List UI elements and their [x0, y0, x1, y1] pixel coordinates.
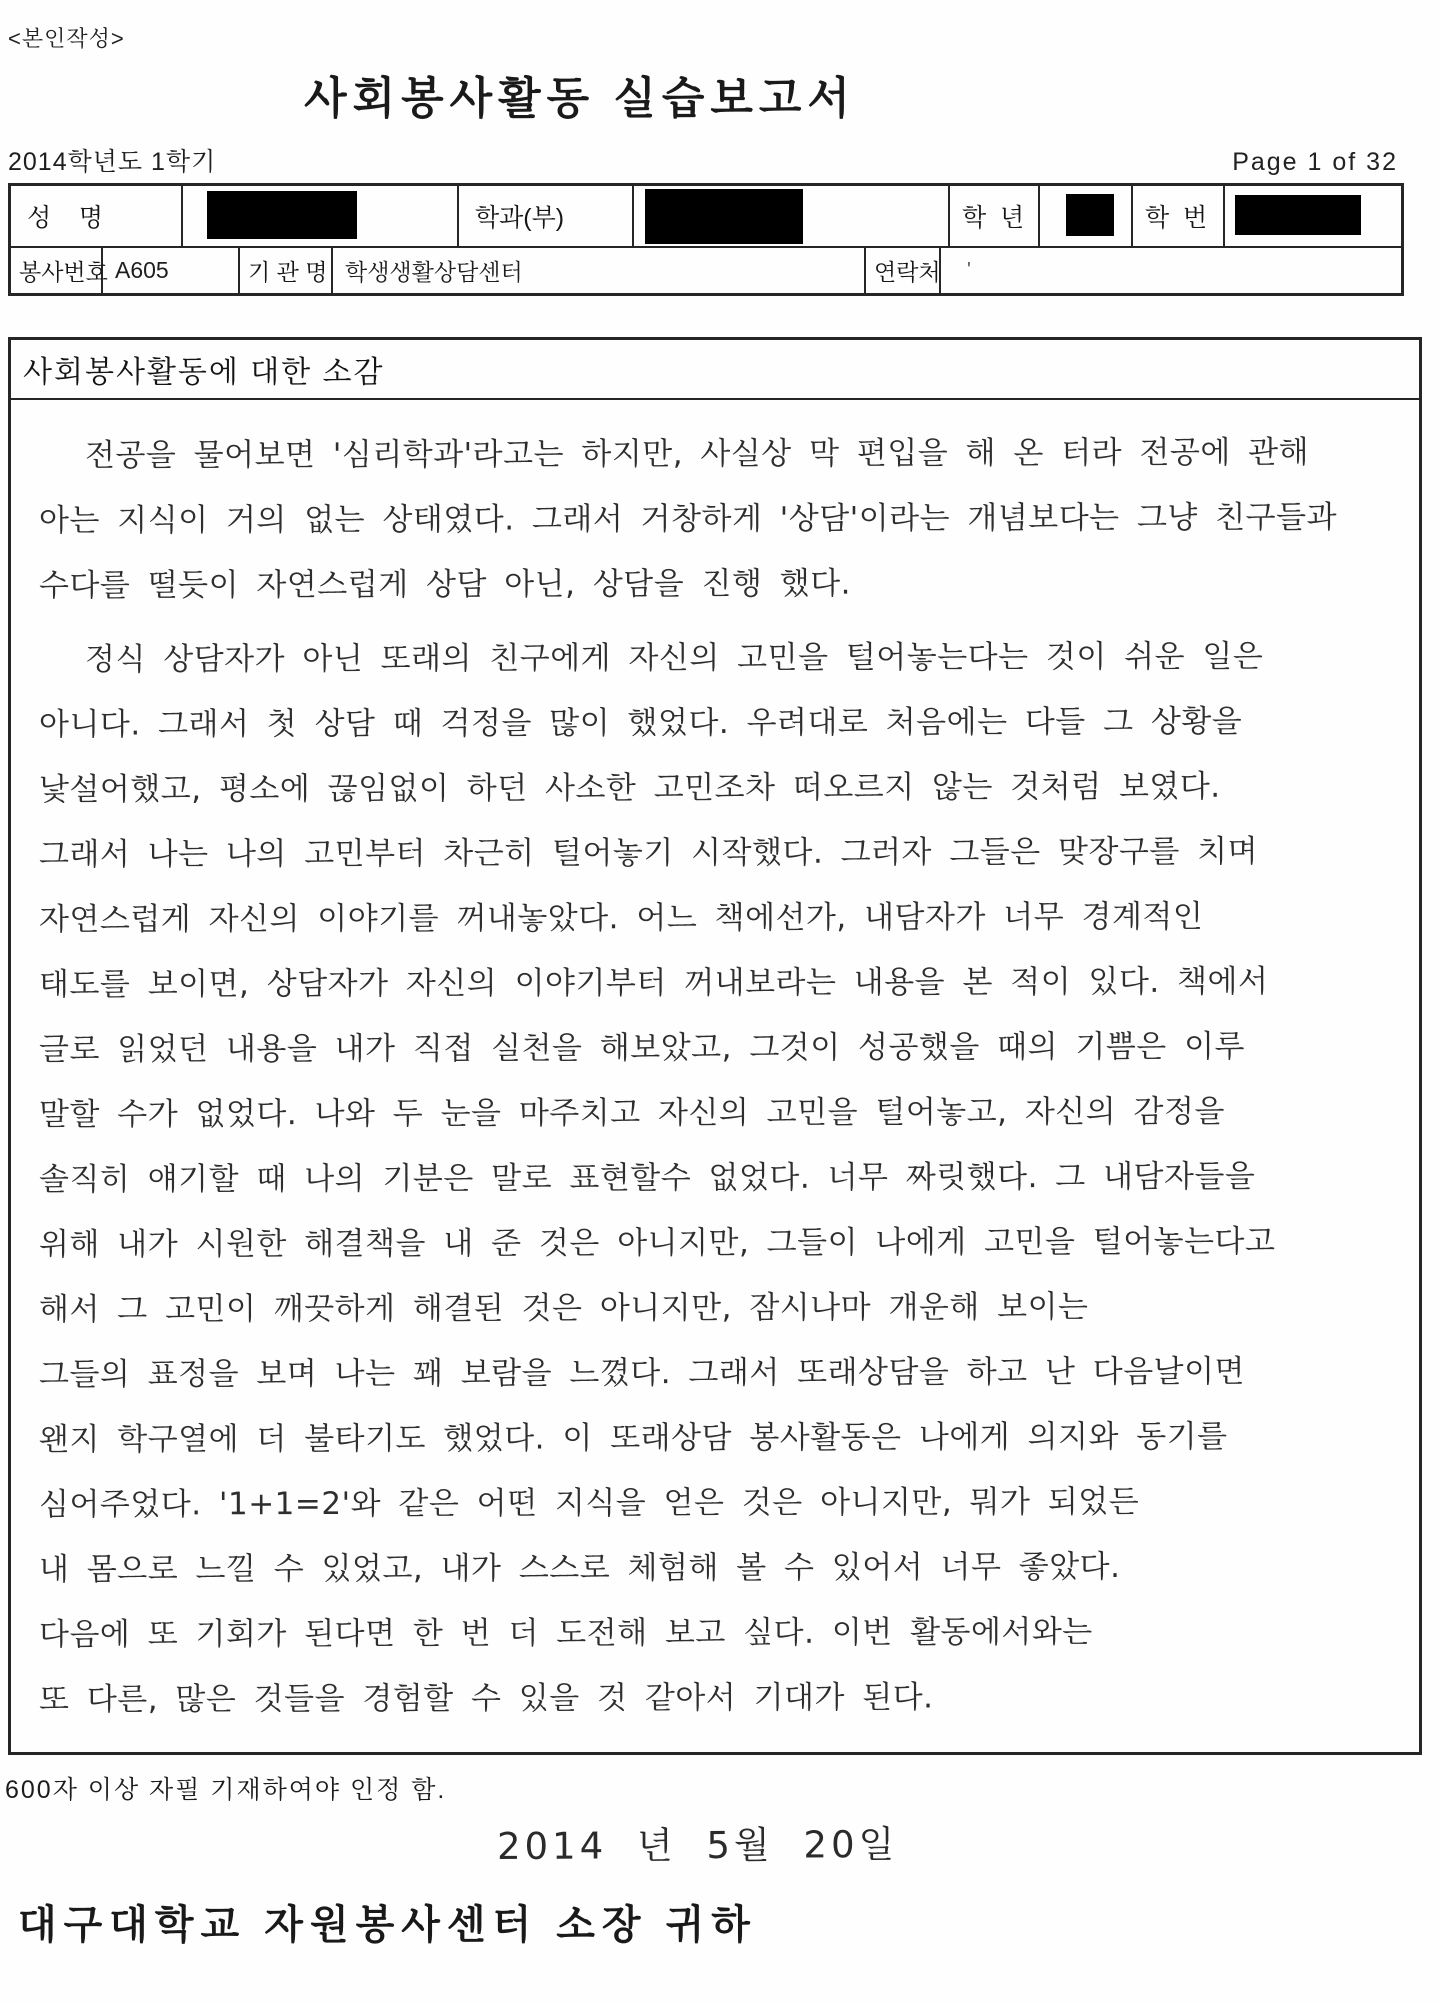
service-no-label: 봉사번호	[11, 248, 103, 293]
contact-value-cell	[941, 248, 1401, 293]
essay-line: 다음에 또 기회가 된다면 한 번 더 도전해 보고 싶다. 이번 활동에서와는	[38, 1614, 1093, 1653]
recipient-line: 대구대학교 자원봉사센터 소장 귀하	[18, 1903, 757, 1947]
redacted-student-no	[1235, 195, 1361, 235]
essay-line: 또 다른, 많은 것들을 경험할 수 있을 것 같아서 기대가 된다.	[38, 1679, 934, 1718]
essay-line: 솔직히 얘기할 때 나의 기분은 말로 표현할수 없었다. 너무 짜릿했다. 그 내담자들을	[38, 1158, 1256, 1198]
essay-line: 그래서 나는 나의 고민부터 차근히 털어놓기 시작했다. 그러자 그들은 맞장구를 치며	[38, 833, 1259, 873]
page-number: Page 1 of 32	[1232, 148, 1398, 176]
essay-line: 수다를 떨듯이 자연스럽게 상담 아닌, 상담을 진행 했다.	[38, 565, 852, 604]
page-title: 사회봉사활동 실습보고서	[304, 74, 856, 123]
student-no-label: 학 번	[1133, 186, 1225, 246]
essay-line: 자연스럽게 자신의 이야기를 꺼내놓았다. 어느 책에선가, 내담자가 너무 경계적인	[38, 898, 1204, 938]
table-row	[11, 246, 1401, 293]
name-value-cell	[183, 186, 459, 246]
essay-line: 그들의 표정을 보며 나는 꽤 보람을 느꼈다. 그래서 또래상담을 하고 난 다음날이면	[38, 1353, 1246, 1393]
essay-line: 해서 그 고민이 깨끗하게 해결된 것은 아니지만, 잠시나마 개운해 보이는	[38, 1289, 1089, 1328]
essay-line: 아는 지식이 거의 없는 상태였다. 그래서 거창하게 '상담'이라는 개념보다는 그냥 친구들과	[38, 499, 1338, 539]
handwritten-date: 2014 년 5월 20일	[496, 1822, 899, 1869]
report-box	[8, 337, 1422, 1755]
redacted-department	[645, 189, 803, 244]
essay-line: 정식 상담자가 아닌 또래의 친구에게 자신의 고민을 털어놓는다는 것이 쉬운 일은	[84, 638, 1264, 678]
essay-line: 말할 수가 없었다. 나와 두 눈을 마주치고 자신의 고민을 털어놓고, 자신의 감정을	[38, 1093, 1225, 1133]
handwriting-requirement-note: 600자 이상 자필 기재하여야 인정 함.	[5, 1776, 447, 1804]
department-label: 학과(부)	[459, 186, 634, 246]
table-row	[11, 186, 1401, 246]
contact-label: 연락처	[866, 248, 941, 293]
redacted-name	[207, 191, 357, 239]
essay-line: 심어주었다. '1+1=2'와 같은 어떤 지식을 얻은 것은 아니지만, 뭐가 되었든	[38, 1483, 1140, 1523]
section-title: 사회봉사활동에 대한 소감	[11, 340, 1419, 400]
essay-line: 태도를 보이면, 상담자가 자신의 이야기부터 꺼내보라는 내용을 본 적이 있다. 책에서	[38, 963, 1269, 1003]
department-value-cell	[634, 186, 950, 246]
self-written-note: <본인작성>	[8, 26, 125, 51]
name-label: 성 명	[11, 186, 183, 246]
essay-line: 내 몸으로 느낄 수 있었고, 내가 스스로 체험해 볼 수 있어서 너무 좋았다.	[38, 1548, 1121, 1588]
essay-line: 위해 내가 시원한 해결책을 내 준 것은 아니지만, 그들이 나에게 고민을 털어놓는다고	[38, 1223, 1276, 1263]
essay-line: 아니다. 그래서 첫 상담 때 걱정을 많이 했었다. 우려대로 처음에는 다들 그 상황을	[38, 703, 1243, 743]
service-no-value: A605	[103, 248, 240, 293]
essay-line: 낯설어했고, 평소에 끊임없이 하던 사소한 고민조차 떠오르지 않는 것처럼 보였다.	[38, 768, 1221, 808]
student-info-table	[8, 183, 1404, 296]
student-no-value-cell	[1225, 186, 1401, 246]
redacted-grade	[1066, 194, 1114, 236]
org-name-label: 기 관 명	[240, 248, 333, 293]
essay-line: 글로 읽었던 내용을 내가 직접 실천을 해보았고, 그것이 성공했을 때의 기쁨은 이루	[38, 1028, 1246, 1068]
semester-label: 2014학년도 1학기	[8, 148, 217, 176]
org-name-value: 학생생활상담센터	[333, 248, 866, 293]
grade-value-cell	[1040, 186, 1133, 246]
handwritten-essay	[11, 400, 1419, 1731]
contact-pen-mark: '	[967, 259, 971, 281]
essay-line: 전공을 물어보면 '심리학과'라고는 하지만, 사실상 막 편입을 해 온 터라 전공에 관해	[84, 434, 1310, 474]
grade-label: 학 년	[950, 186, 1040, 246]
essay-line: 왠지 학구열에 더 불타기도 했었다. 이 또래상담 봉사활동은 나에게 의지와 동기를	[38, 1418, 1228, 1458]
